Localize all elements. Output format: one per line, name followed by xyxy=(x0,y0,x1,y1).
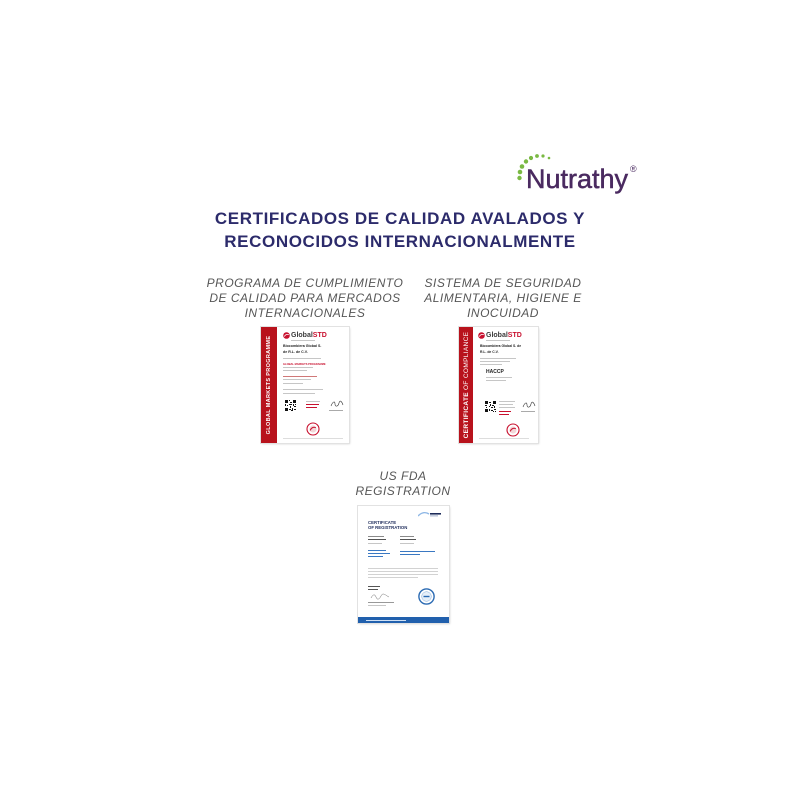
band-label-light: OF COMPLIANCE xyxy=(462,331,470,391)
caption-haccp xyxy=(403,276,603,321)
illegible-text-line xyxy=(499,404,513,405)
illegible-text-line xyxy=(368,568,438,569)
illegible-text-line xyxy=(283,393,315,394)
illegible-text-line xyxy=(486,380,506,381)
holder-line: de R.L. de C.V. xyxy=(283,349,308,354)
illegible-text-line xyxy=(499,407,515,408)
certificate-side-band xyxy=(459,327,473,443)
illegible-text-line xyxy=(480,361,510,362)
page-title-line-1: CERTIFICADOS DE CALIDAD AVALADOS Y xyxy=(214,209,586,228)
illegible-text-line xyxy=(283,379,311,380)
illegible-text-line xyxy=(291,340,315,341)
nutrathy-logo xyxy=(512,150,642,195)
illegible-text-line xyxy=(283,367,313,368)
certificate-footer-band xyxy=(358,617,449,623)
global-markets-certificate xyxy=(261,327,349,443)
illegible-text-line xyxy=(283,370,307,371)
globalstd-logo-text xyxy=(486,332,522,339)
caption-fda xyxy=(303,469,503,499)
qr-code-icon xyxy=(485,401,496,412)
caption-line: ALIMENTARIA, HIGIENE E xyxy=(424,291,582,305)
illegible-text-line xyxy=(368,550,386,551)
illegible-text-line xyxy=(368,577,418,578)
certificate-holder xyxy=(480,344,521,355)
band-text xyxy=(261,327,277,443)
illegible-text-line xyxy=(283,358,321,359)
illegible-text-line xyxy=(479,438,529,439)
band-text xyxy=(459,327,473,443)
logo-text-global: Global xyxy=(486,332,508,339)
certification-seal-icon xyxy=(306,422,320,436)
signature-image xyxy=(522,401,536,410)
logo-text-std: STD xyxy=(312,332,327,339)
illegible-text-line xyxy=(499,411,511,412)
program-name: HACCP xyxy=(486,369,504,375)
signature-line xyxy=(329,410,343,411)
caption-line: INOCUIDAD xyxy=(467,306,539,320)
brand-name: Nutrathy xyxy=(526,164,629,194)
caption-line: US FDA xyxy=(379,469,427,483)
illegible-text-line xyxy=(368,536,384,537)
signature-image xyxy=(330,400,344,409)
qr-code-icon xyxy=(285,400,296,411)
logo-text-std: STD xyxy=(507,332,522,339)
certificate-title-line: OF REGISTRATION xyxy=(368,525,408,530)
caption-line: PROGRAMA DE CUMPLIMIENTO xyxy=(206,276,404,290)
illegible-text-line xyxy=(480,358,516,359)
globalstd-logo-icon xyxy=(283,332,290,339)
page-title xyxy=(0,207,800,253)
illegible-text-line xyxy=(368,571,438,572)
globalstd-logo-text xyxy=(291,332,327,339)
illegible-text-line xyxy=(283,383,303,384)
caption-global-markets xyxy=(205,276,405,321)
illegible-text-line xyxy=(368,543,382,544)
illegible-text-line xyxy=(368,589,378,590)
certificate-title xyxy=(368,520,407,530)
illegible-text-line xyxy=(306,404,319,405)
holder-line: R.L. de C.V. xyxy=(480,349,499,354)
caption-line: INTERNACIONALES xyxy=(244,306,366,320)
registration-seal-icon xyxy=(418,588,435,605)
logo-text-global: Global xyxy=(291,332,313,339)
illegible-text-line xyxy=(499,414,509,415)
illegible-text-line xyxy=(400,551,435,552)
illegible-text-line xyxy=(368,605,386,606)
illegible-text-line xyxy=(306,407,317,408)
globalstd-logo-icon xyxy=(478,332,485,339)
illegible-text-line xyxy=(368,539,386,540)
illegible-text-line xyxy=(400,539,416,540)
certification-seal-icon xyxy=(506,423,520,437)
illegible-text-line xyxy=(499,401,515,402)
caption-line: REGISTRATION xyxy=(355,484,451,498)
illegible-text-line xyxy=(366,620,406,621)
signature-line xyxy=(368,602,394,603)
illegible-text-line xyxy=(306,401,320,402)
illegible-text-line xyxy=(283,389,323,390)
band-label-bold: CERTIFICATE xyxy=(462,392,470,439)
certificate-side-band xyxy=(261,327,277,443)
illegible-text-line xyxy=(400,543,414,544)
illegible-text-line xyxy=(486,340,510,341)
illegible-text-line xyxy=(400,554,420,555)
signature-image xyxy=(370,593,390,601)
certificate-holder xyxy=(283,344,321,355)
signature-line xyxy=(521,411,535,412)
illegible-text-line xyxy=(486,377,512,378)
illegible-text-line xyxy=(283,376,317,377)
illegible-text-line xyxy=(368,553,390,554)
illegible-text-line xyxy=(283,438,343,439)
holder-line: Biocombiera Global S. xyxy=(283,344,322,348)
page-title-line-2: RECONOCIDOS INTERNACIONALMENTE xyxy=(224,232,576,251)
program-name: GLOBAL MARKETS PROGRAMME xyxy=(283,362,326,366)
haccp-certificate xyxy=(459,327,538,443)
holder-line: Biocombiera Global S. de xyxy=(480,344,522,348)
fda-registration-certificate xyxy=(358,506,449,623)
caption-line: DE CALIDAD PARA MERCADOS xyxy=(209,291,401,305)
illegible-text-line xyxy=(368,574,438,575)
registered-mark: ® xyxy=(630,164,637,174)
certificate-title-line: CERTIFICATE xyxy=(368,520,397,525)
illegible-text-line xyxy=(400,536,414,537)
registrar-logo-icon xyxy=(418,511,442,518)
illegible-text-line xyxy=(368,556,383,557)
caption-line: SISTEMA DE SEGURIDAD xyxy=(424,276,582,290)
illegible-text-line xyxy=(368,586,380,587)
band-label: GLOBAL MARKETS PROGRAMME xyxy=(266,335,272,435)
illegible-text-line xyxy=(480,364,502,365)
